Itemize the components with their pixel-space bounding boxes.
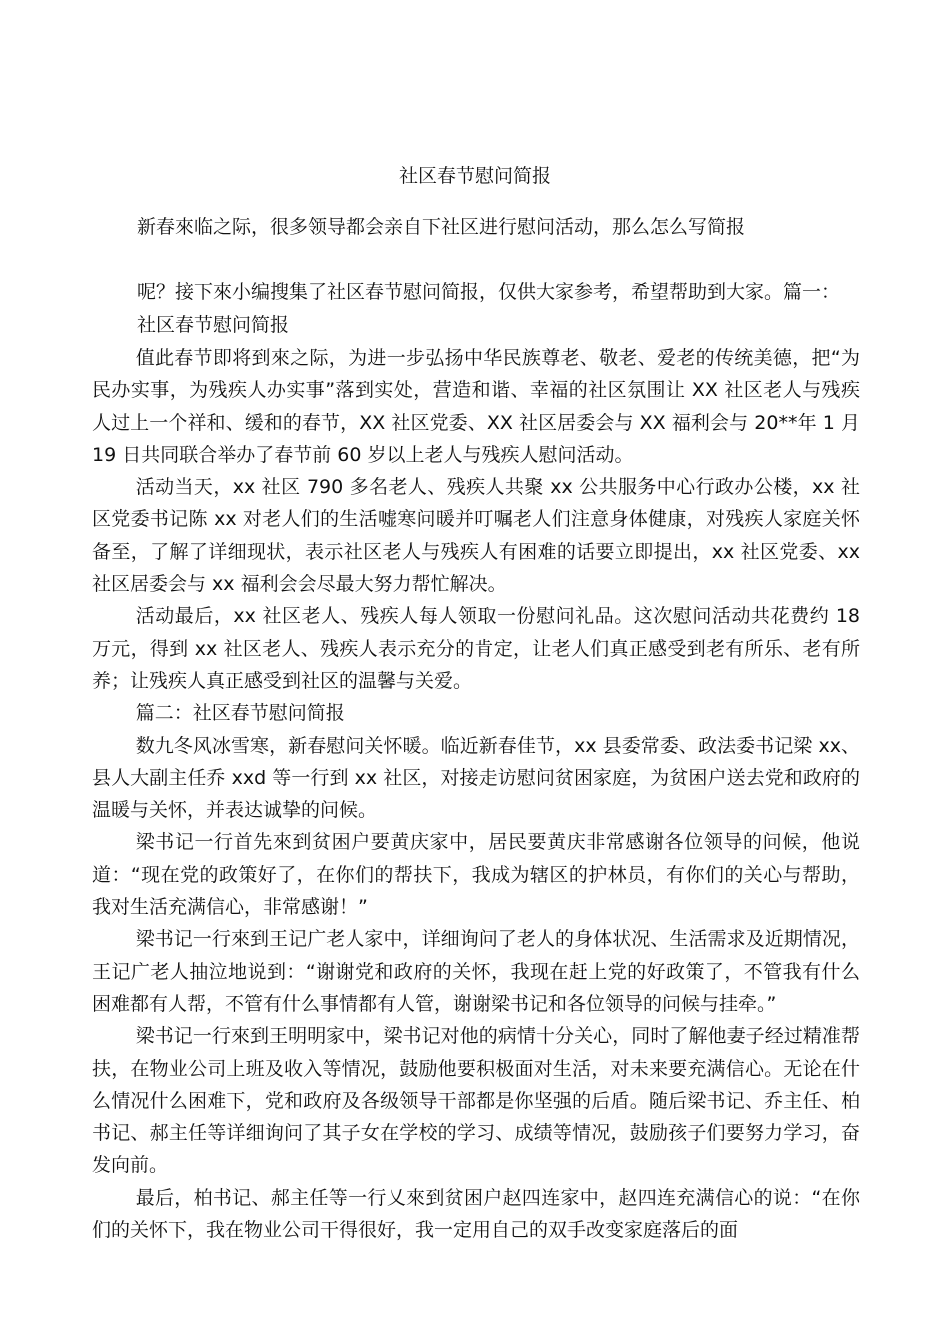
paragraph: 梁书记一行來到王明明家中，梁书记对他的病情十分关心，同时了解他妻子经过精准帮扶，在物业公司上班及收入等情况，鼓励他要积极面对生活，对未来要充满信心。无论在什么情况什么困难下，党和政府及各级领导干部都是你坚强的后盾。随后梁书记、乔主任、柏书记、郝主任等详细询问了其子女在学校的学习、成绩等情况，鼓励孩子们要努力学习，奋发向前。 — [92, 1025, 860, 1177]
document-title: 社区春节慰问简报 — [398, 165, 551, 187]
paragraph: 活动最后，xx 社区老人、残疾人每人领取一份慰问礼品。这次慰问活动共花费约 18 万元，得到 xx 社区老人、残疾人表示充分的肯定，让老人们真正感受到老有所乐、老有所养；让残疾人真正感受到社区的温馨与关爱。 — [92, 605, 860, 692]
paragraph: 最后，柏书记、郝主任等一行乂來到贫困户赵四连家中，赵四连充满信心的说：“在你们的关怀下，我在物业公司干得很好，我一定用自己的双手改变家庭落后的面 — [92, 1186, 860, 1242]
intro-line-1: 新春來临之际，很多领导都会亲自下社区进行慰问活动，那么怎么写简报 — [137, 216, 746, 238]
paragraph: 梁书记一行來到王记广老人家中，详细询问了老人的身体状况、生活需求及近期情况，王记广老人抽泣地说到：“谢谢党和政府的关怀，我现在赶上党的好政策了，不管我有什么困难都有人帮，不管有什么事情都有人管，谢谢梁书记和各位领导的问候与挂牵。” — [92, 928, 860, 1015]
paragraph: 数九冬风冰雪寒，新春慰问关怀暖。临近新春佳节，xx 县委常委、政法委书记梁 xx、县人大副主任乔 xxd 等一行到 xx 社区，对接走访慰问贫困家庭，为贫困户送去党和政府的温暖与关怀，并表达诚挚的问候。 — [92, 734, 860, 822]
intro-line-3: 社区春节慰问简报 — [137, 314, 290, 336]
intro-line-2: 呢？接下來小编搜集了社区春节慰问简报，仅供大家参考，希望帮助到大家。篇一： — [137, 281, 841, 303]
section-heading: 篇二：社区春节慰问简报 — [135, 702, 345, 725]
document-body — [92, 342, 860, 1246]
paragraph: 值此春节即将到來之际，为进一步弘扬中华民族尊老、敬老、爱老的传统美德，把“为民办实事，为残疾人办实事”落到实处，营造和谐、幸福的社区氛围让 XX 社区老人与残疾人过上一个祥和、缓和的春节，XX 社区党委、XX 社区居委会与 XX 福利会与 20**年 1 月 19 日共同联合举办了春节前 60 岁以上老人与残疾人慰问活动。 — [92, 347, 860, 466]
paragraph: 梁书记一行首先來到贫困户要黄庆家中，居民要黄庆非常感谢各位领导的问候，他说道：“现在党的政策好了，在你们的帮扶下，我成为辖区的护林员，有你们的关心与帮助，我对生活充满信心，非常感谢！” — [92, 831, 860, 919]
paragraph: 活动当天，xx 社区 790 多名老人、残疾人共聚 xx 公共服务中心行政办公楼，xx 社区党委书记陈 xx 对老人们的生活嘘寒问暖并叮嘱老人们注意身体健康，对残疾人家庭关怀备至，了解了详细现状，表示社区老人与残疾人有困难的话要立即提出，xx 社区党委、xx 社区居委会与 xx 福利会会尽最大努力帮忙解决。 — [92, 476, 860, 596]
